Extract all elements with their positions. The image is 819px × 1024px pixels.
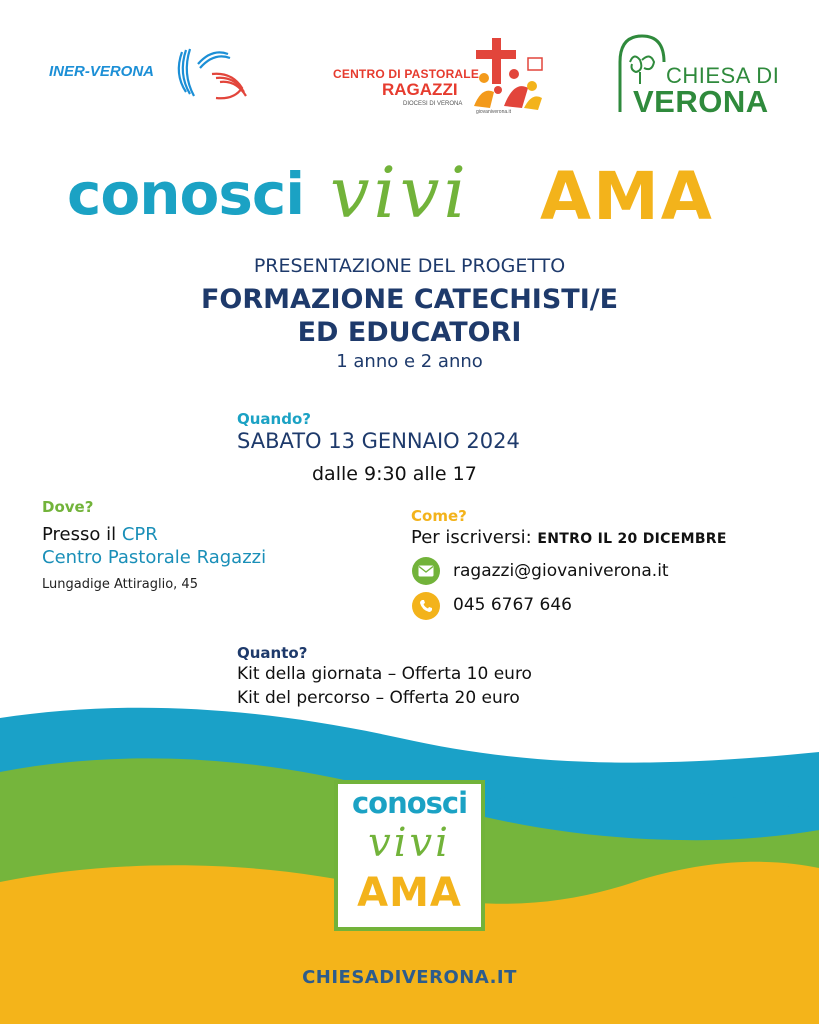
iner-verona-logo-icon — [172, 44, 262, 104]
badge-vivi: vivi — [368, 820, 451, 866]
badge-conosci: conosci — [351, 786, 468, 820]
cpr-cross-icon — [470, 36, 548, 112]
registration-prefix: Per iscriversi: — [411, 527, 538, 548]
title-ama: AMA — [540, 158, 714, 235]
chiesa-logo-line2: VERONA — [633, 84, 769, 119]
title-vivi: vivi — [330, 152, 470, 234]
phone-icon — [412, 592, 440, 620]
website-link[interactable]: CHIESADIVERONA.IT — [302, 967, 517, 988]
project-title-line1: FORMAZIONE CATECHISTI/E — [200, 284, 619, 315]
venue-name: Centro Pastorale Ragazzi — [42, 547, 267, 568]
project-title-line2: ED EDUCATORI — [297, 317, 522, 348]
cpr-logo-url: giovaniverona.it — [476, 109, 512, 115]
quanto-label: Quanto? — [237, 644, 308, 662]
contact-phone[interactable]: 045 6767 646 — [453, 595, 572, 615]
project-title — [0, 283, 819, 349]
project-years: 1 anno e 2 anno — [336, 351, 483, 372]
venue-address: Lungadige Attiraglio, 45 — [42, 577, 198, 592]
chiesa-logo-line1: CHIESA DI — [666, 63, 780, 88]
badge-ama: AMA — [357, 870, 462, 916]
venue-prefix: Presso il — [42, 524, 122, 545]
email-icon — [412, 557, 440, 585]
price-day-kit: Kit della giornata – Offerta 10 euro — [237, 664, 532, 684]
project-presentation-heading: PRESENTAZIONE DEL PROGETTO — [253, 255, 566, 277]
quando-label: Quando? — [237, 410, 311, 428]
venue-line1 — [42, 524, 158, 545]
title-conosci: conosci — [67, 160, 305, 228]
event-time: dalle 9:30 alle 17 — [312, 463, 477, 485]
price-course-kit: Kit del percorso – Offerta 20 euro — [237, 688, 520, 708]
iner-verona-logo-text: INER-VERONA — [49, 63, 155, 80]
event-date: SABATO 13 GENNAIO 2024 — [237, 429, 520, 453]
contact-email[interactable]: ragazzi@giovaniverona.it — [453, 561, 669, 581]
dove-label: Dove? — [42, 498, 94, 516]
cpr-logo-line3: DIOCESI DI VERONA — [403, 101, 463, 107]
cpr-logo-line1: CENTRO DI PASTORALE — [333, 67, 480, 81]
come-label: Come? — [411, 507, 467, 525]
registration-line — [411, 527, 727, 548]
venue-cpr: CPR — [121, 524, 158, 545]
registration-deadline: ENTRO IL 20 DICEMBRE — [537, 531, 727, 547]
cpr-logo-line2: RAGAZZI — [382, 80, 458, 99]
